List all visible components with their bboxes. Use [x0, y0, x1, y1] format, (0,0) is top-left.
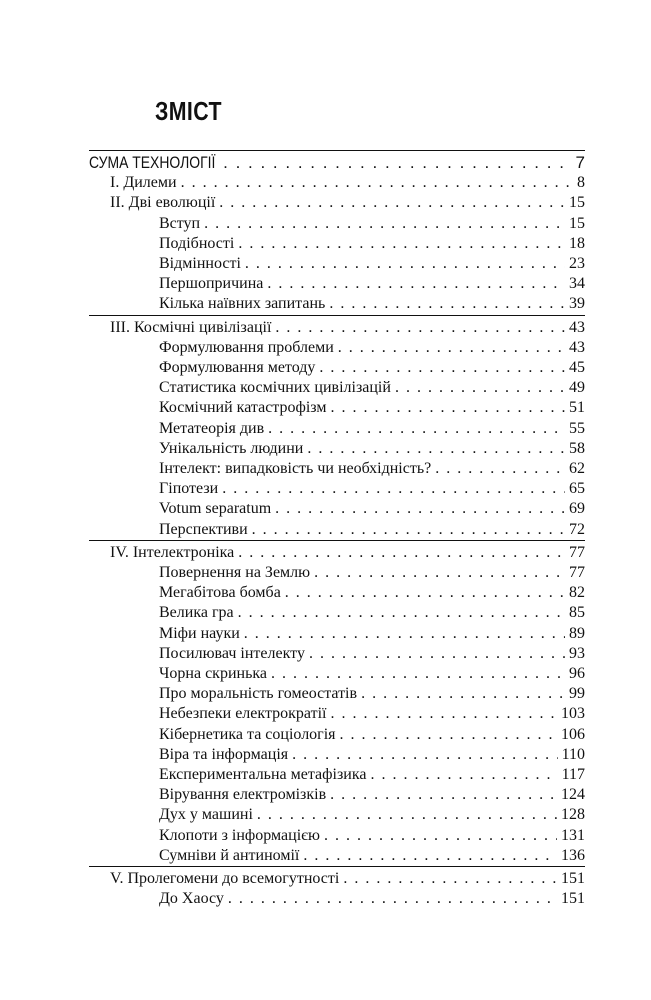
toc-chapter-entry[interactable] — [110, 173, 585, 193]
toc-entry-page-number: 131 — [561, 826, 585, 844]
toc-entry-page-number: 128 — [561, 806, 585, 824]
toc-entry-title: Першопричина — [159, 275, 264, 293]
toc-section-entry[interactable] — [159, 274, 585, 294]
toc-section-entry[interactable] — [159, 745, 585, 765]
toc-entry-page-number: 23 — [569, 255, 585, 272]
toc-entry-page-number: 89 — [569, 624, 585, 642]
toc-entry-page-number: 55 — [569, 419, 585, 437]
toc-section-entry[interactable] — [159, 254, 585, 274]
toc-section-entry[interactable] — [159, 499, 585, 519]
toc-section-entry[interactable] — [159, 378, 585, 398]
page-title: ЗМІСТ — [155, 96, 222, 126]
toc-entry-page-number: 62 — [569, 460, 585, 477]
dot-leader — [267, 274, 565, 294]
toc-entry-page-number: 103 — [561, 705, 585, 723]
toc-entry-title: Велика гра — [159, 604, 234, 622]
toc-entry-page-number: 106 — [561, 725, 585, 743]
dot-leader — [303, 846, 557, 866]
toc-section-entry[interactable] — [159, 398, 585, 418]
toc-section-entry[interactable] — [159, 765, 585, 785]
toc-entry-title: Віра та інформація — [159, 745, 289, 763]
toc-section-entry[interactable] — [159, 644, 585, 664]
toc-entry-title: СУМА ТЕХНОЛОГІЇ — [89, 153, 216, 172]
toc-entry-page-number: 151 — [561, 890, 585, 908]
toc-entry-title: Небезпеки електрократії — [159, 705, 327, 723]
toc-section-entry[interactable] — [159, 520, 585, 540]
toc-entry-page-number: 39 — [569, 295, 585, 313]
dot-leader — [330, 704, 557, 724]
dot-leader — [340, 725, 557, 745]
dot-leader — [314, 563, 565, 583]
toc-part-entry[interactable] — [89, 153, 585, 173]
toc-entry-title: IV. Інтелектроніка — [110, 543, 235, 561]
toc-entry-page-number: 43 — [569, 318, 585, 336]
toc-section-entry[interactable] — [159, 889, 585, 909]
dot-leader — [275, 318, 565, 338]
toc-entry-page-number: 69 — [569, 500, 585, 518]
dot-leader — [181, 173, 573, 193]
toc-entry-title: Повернення на Землю — [159, 564, 311, 581]
toc-entry-page-number: 7 — [575, 153, 585, 172]
toc-entry-title: Унікальність людини — [159, 439, 304, 457]
toc-section-entry[interactable] — [159, 785, 585, 805]
toc-entry-page-number: 8 — [577, 174, 585, 192]
dot-leader — [292, 745, 557, 765]
dot-leader — [204, 214, 565, 234]
dot-leader — [329, 294, 565, 314]
toc-entry-title: Міфи науки — [159, 624, 240, 642]
toc-section-entry[interactable] — [159, 459, 585, 479]
toc-section-entry[interactable] — [159, 338, 585, 358]
toc-entry-page-number: 43 — [569, 338, 585, 356]
dot-leader — [343, 869, 557, 889]
toc-section-entry[interactable] — [159, 624, 585, 644]
dot-leader — [370, 765, 557, 785]
dot-leader — [395, 378, 565, 398]
section-divider — [89, 540, 585, 541]
toc-entry-page-number: 34 — [569, 275, 585, 293]
toc-entry-page-number: 117 — [561, 766, 585, 783]
toc-section-entry[interactable] — [159, 439, 585, 459]
dot-leader — [228, 889, 557, 909]
toc-entry-page-number: 99 — [569, 685, 585, 703]
dot-leader — [330, 785, 557, 805]
toc-entry-title: Відмінності — [159, 255, 241, 272]
toc-entry-page-number: 96 — [569, 665, 585, 682]
toc-entry-page-number: 77 — [569, 543, 585, 561]
toc-entry-title: I. Дилеми — [110, 174, 177, 192]
toc-entry-title: Інтелект: випадковість чи необхідність? — [159, 460, 432, 477]
dot-leader — [238, 603, 565, 623]
section-divider — [89, 866, 585, 867]
toc-entry-title: V. Пролегомени до всемогутності — [110, 870, 340, 887]
dot-leader — [275, 499, 565, 519]
toc-entry-title: Кібернетика та соціологія — [159, 725, 336, 743]
toc-entry-page-number: 51 — [569, 399, 585, 417]
dot-leader — [238, 543, 565, 563]
toc-entry-page-number: 136 — [561, 846, 585, 864]
toc-entry-title: Дух у машині — [159, 806, 253, 824]
toc-entry-page-number: 15 — [569, 194, 585, 212]
toc-entry-page-number: 15 — [569, 214, 585, 232]
toc-section-entry[interactable] — [159, 684, 585, 704]
toc-section-entry[interactable] — [159, 583, 585, 603]
toc-section-entry[interactable] — [159, 603, 585, 623]
toc-entry-title: Сумніви й антиномії — [159, 846, 300, 864]
dot-leader — [319, 358, 565, 378]
toc-entry-page-number: 77 — [569, 564, 585, 581]
toc-entry-title: Статистика космічних цивілізацій — [159, 379, 391, 397]
toc-entry-page-number: 124 — [561, 786, 585, 804]
toc-entry-page-number: 45 — [569, 359, 585, 376]
toc-entry-title: Мегабітова бомба — [159, 584, 281, 602]
toc-chapter-entry[interactable] — [110, 543, 585, 563]
toc-chapter-entry[interactable] — [110, 193, 585, 213]
toc-section-entry[interactable] — [159, 805, 585, 825]
dot-leader — [238, 234, 565, 254]
toc-entry-page-number: 49 — [569, 379, 585, 397]
toc-entry-page-number: 58 — [569, 439, 585, 457]
toc-entry-title: Вступ — [159, 214, 201, 232]
toc-section-entry[interactable] — [159, 563, 585, 583]
toc-entry-title: Чорна скринька — [159, 665, 267, 682]
toc-section-entry[interactable] — [159, 214, 585, 234]
toc-section-entry[interactable] — [159, 725, 585, 745]
toc-entry-page-number: 82 — [569, 584, 585, 602]
toc-section-entry[interactable] — [159, 664, 585, 684]
toc-section-entry[interactable] — [159, 826, 585, 846]
dot-leader — [331, 398, 565, 418]
toc-entry-title: Формулювання проблеми — [159, 338, 334, 356]
toc-section-entry[interactable] — [159, 358, 585, 378]
toc-entry-page-number: 85 — [569, 604, 585, 622]
toc-chapter-entry[interactable] — [110, 318, 585, 338]
toc-entry-title: II. Дві еволюції — [110, 194, 216, 212]
dot-leader — [338, 338, 565, 358]
toc-entry-title: Експериментальна метафізика — [159, 766, 367, 783]
toc-entry-title: Перспективи — [159, 520, 248, 538]
dot-leader — [285, 583, 565, 603]
dot-leader — [244, 624, 565, 644]
toc-entry-title: Гіпотези — [159, 480, 219, 498]
toc-entry-title: III. Космічні цивілізації — [110, 318, 272, 336]
dot-leader — [324, 826, 557, 846]
toc-entry-page-number: 110 — [561, 745, 585, 763]
toc-entry-page-number: 65 — [569, 480, 585, 498]
section-divider — [89, 150, 585, 151]
toc-section-entry[interactable] — [159, 294, 585, 314]
dot-leader — [309, 644, 565, 664]
dot-leader — [435, 459, 565, 479]
dot-leader — [223, 153, 571, 173]
dot-leader — [245, 254, 565, 274]
toc-section-entry[interactable] — [159, 419, 585, 439]
toc-entry-title: Космічний катастрофізм — [159, 399, 327, 417]
toc-entry-page-number: 151 — [561, 870, 585, 887]
toc-chapter-entry[interactable] — [110, 869, 585, 889]
toc-entry-title: Посилювач інтелекту — [159, 644, 305, 662]
toc-entry-title: Формулювання методу — [159, 359, 316, 376]
toc-entry-title: Клопоти з інформацією — [159, 826, 320, 844]
toc-entry-page-number: 93 — [569, 644, 585, 662]
dot-leader — [219, 193, 565, 213]
dot-leader — [268, 419, 565, 439]
toc-section-entry[interactable] — [159, 846, 585, 866]
dot-leader — [361, 684, 565, 704]
dot-leader — [271, 664, 565, 684]
dot-leader — [252, 520, 565, 540]
toc-entry-title: До Хаосу — [159, 890, 224, 908]
section-divider — [89, 315, 585, 316]
dot-leader — [257, 805, 557, 825]
toc-section-entry[interactable] — [159, 234, 585, 254]
dot-leader — [307, 439, 565, 459]
toc-entry-title: Votum separatum — [159, 500, 272, 518]
toc-entry-title: Про моральність гомеостатів — [159, 685, 358, 703]
toc-section-entry[interactable] — [159, 704, 585, 724]
toc-entry-title: Метатеорія див — [159, 419, 265, 437]
dot-leader — [222, 479, 565, 499]
toc-section-entry[interactable] — [159, 479, 585, 499]
toc-entry-page-number: 72 — [569, 520, 585, 538]
toc-entry-page-number: 18 — [569, 234, 585, 252]
toc-entry-title: Подібності — [159, 234, 235, 252]
toc-entry-title: Вірування електромізків — [159, 786, 327, 804]
toc-entry-title: Кілька наївних запитань — [159, 295, 326, 313]
